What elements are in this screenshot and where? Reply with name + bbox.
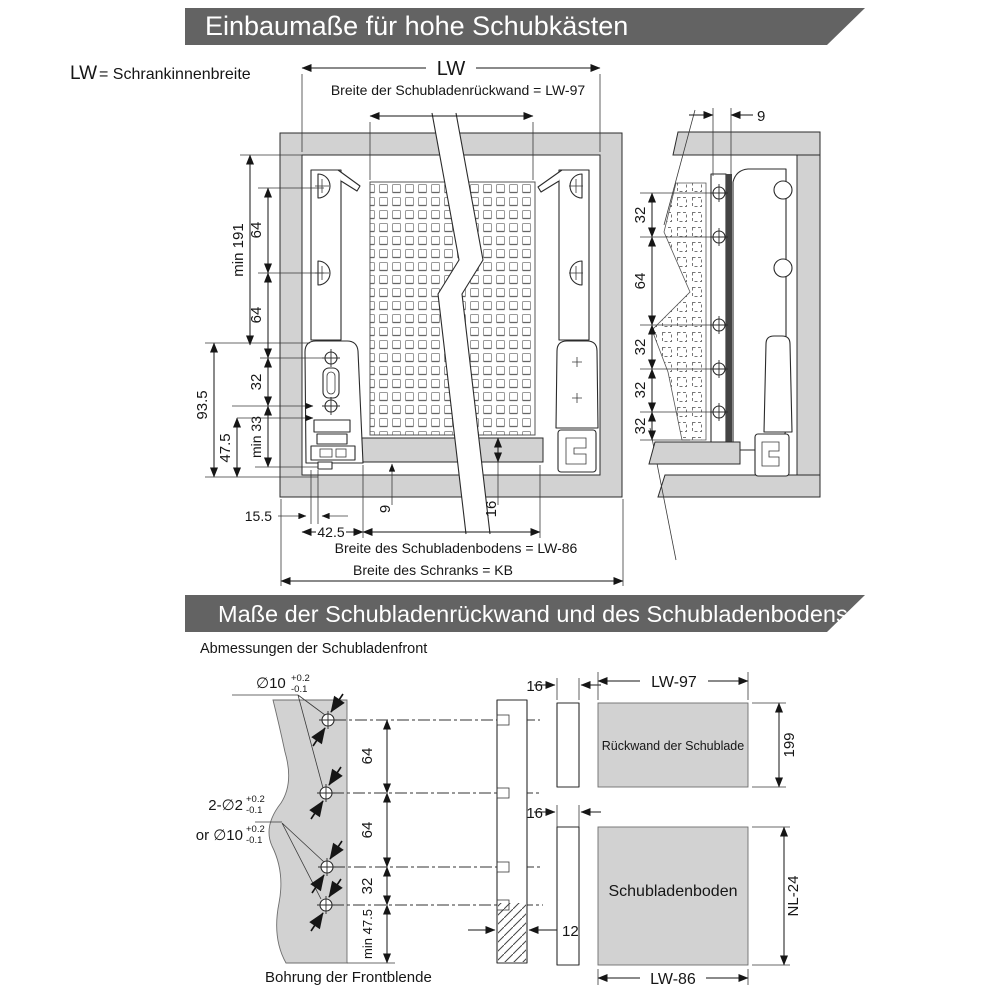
backwall-dim-lw-97: LW-97 xyxy=(651,674,697,691)
drawer-bottom-board xyxy=(362,438,543,462)
cabinet-bottom-side xyxy=(658,475,820,497)
drawer-bottom-width-label: Breite des Schubladenbodens = LW-86 xyxy=(334,540,578,556)
or-dia-10-tol-minus: -0.1 xyxy=(246,835,263,846)
front-panel-side-view xyxy=(468,700,579,963)
lw-abbr: LW xyxy=(70,63,98,84)
cabinet-width-label: Breite des Schranks = KB xyxy=(353,562,513,578)
section-title: Maße der Schubladenrückwand und des Schubladenbodens xyxy=(218,601,848,627)
lw-definition: = Schrankinnenbreite xyxy=(99,66,251,83)
dia-10-tol-minus: -0.1 xyxy=(291,684,308,695)
dim-32: 32 xyxy=(248,373,265,391)
bottom-dim-lw-86: LW-86 xyxy=(650,971,696,988)
dia-10-tol-plus: +0.2 xyxy=(291,673,310,684)
front-dim-64a: 64 xyxy=(359,747,376,765)
header-top-banner xyxy=(185,8,865,45)
backwall-dim-199: 199 xyxy=(781,732,798,758)
side-section-diagram xyxy=(632,108,820,560)
front-panel-shape xyxy=(269,700,347,963)
backwall-edge-hatched xyxy=(557,703,579,787)
right-bracket xyxy=(538,170,598,472)
side-dim-32-3: 32 xyxy=(632,381,649,399)
cabinet-back-wall xyxy=(797,155,820,475)
header-bottom-banner xyxy=(185,595,865,632)
backwall-panel-diagram xyxy=(526,672,798,787)
backwall-dim-16: 16 xyxy=(526,678,543,695)
side-dim-32-4: 32 xyxy=(632,417,649,435)
dim-9-side: 9 xyxy=(757,108,766,125)
backwall-panel-label: Rückwand der Schublade xyxy=(601,739,745,753)
main-rear-view-diagram xyxy=(194,58,623,586)
dim-15-5: 15.5 xyxy=(244,508,272,524)
cabinet-top-side xyxy=(673,132,820,155)
drawer-bottom-panel-diagram xyxy=(526,805,802,988)
dim-9-bottom: 9 xyxy=(377,504,394,514)
dia-2-label: 2-∅2 xyxy=(208,797,243,814)
side-dim-64: 64 xyxy=(632,272,649,290)
backwall-panel-edge xyxy=(711,174,726,442)
dim-lw: LW xyxy=(436,58,466,80)
dim-min-33: min 33 xyxy=(248,415,264,459)
bottom-support xyxy=(649,442,740,464)
or-dia-10-label: or ∅10 xyxy=(195,827,243,844)
front-panel-diagram xyxy=(196,673,579,986)
dim-93-5: 93.5 xyxy=(194,390,211,420)
bottom-dim-nl-24: NL-24 xyxy=(785,875,802,917)
page-title: Einbaumaße für hohe Schubkästen xyxy=(205,11,629,41)
bottom-edge-hatched xyxy=(557,827,579,965)
dim-min-191: min 191 xyxy=(230,223,247,277)
front-panel-caption: Bohrung der Frontblende xyxy=(265,969,432,986)
dia-2-tol-minus: -0.1 xyxy=(246,805,263,816)
front-dim-min-47-5: min 47.5 xyxy=(360,909,375,959)
dim-42-5: 42.5 xyxy=(317,524,345,540)
dim-64-top: 64 xyxy=(248,221,265,239)
dim-16-bottom: 16 xyxy=(483,500,500,518)
dim-47-5: 47.5 xyxy=(217,433,234,463)
dim-64-mid: 64 xyxy=(248,306,265,324)
bottom-dim-16: 16 xyxy=(526,805,543,822)
dia-10-label: ∅10 xyxy=(256,675,286,692)
front-dim-12: 12 xyxy=(562,923,579,940)
bottom-panel-label: Schubladenboden xyxy=(608,883,738,900)
front-subtitle: Abmessungen der Schubladenfront xyxy=(200,641,428,657)
dia-2-tol-plus: +0.2 xyxy=(246,794,265,805)
bracket-rail xyxy=(726,174,732,442)
lw-legend xyxy=(70,63,251,84)
front-dim-32: 32 xyxy=(359,877,376,895)
side-dim-32-1: 32 xyxy=(632,206,649,224)
or-dia-10-tol-plus: +0.2 xyxy=(246,824,265,835)
backwall-mesh-section xyxy=(652,183,706,440)
slide-rail-profile xyxy=(755,434,789,476)
front-dim-64b: 64 xyxy=(359,821,376,839)
backwall-width-label: Breite der Schubladenrückwand = LW-97 xyxy=(330,82,586,98)
side-dim-32-2: 32 xyxy=(632,338,649,356)
front-panel-dimensions xyxy=(347,720,395,963)
left-bracket xyxy=(305,170,363,469)
